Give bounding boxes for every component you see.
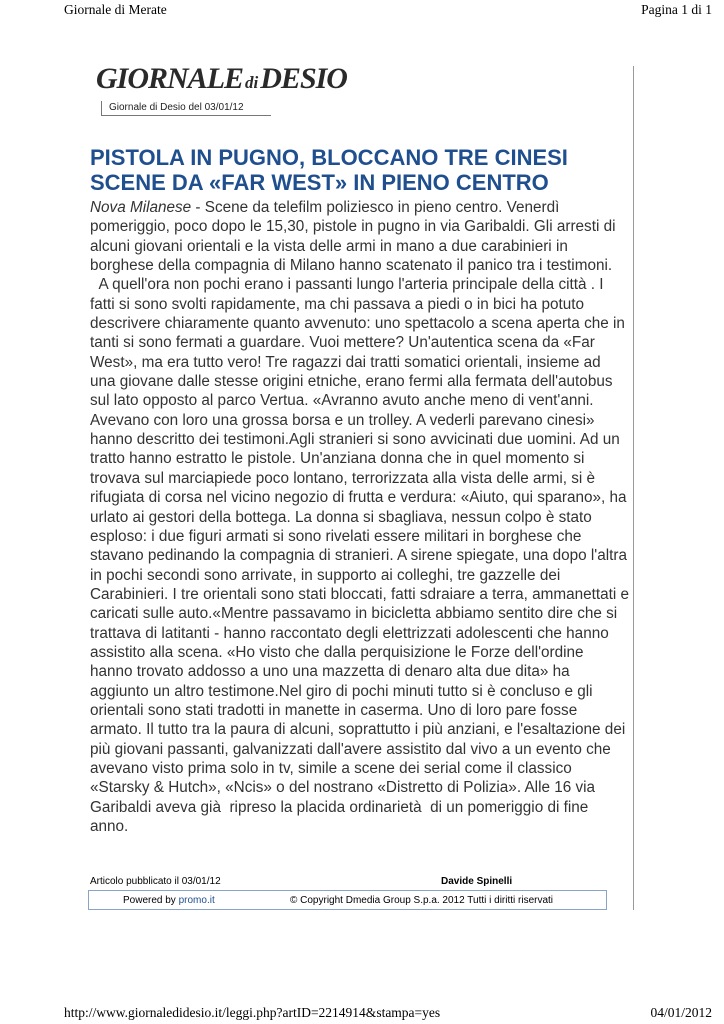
- vertical-divider: [633, 66, 634, 910]
- print-footer-date: 04/01/2012: [650, 1005, 712, 1020]
- article-body: [90, 198, 634, 836]
- article-headline: [90, 145, 630, 195]
- logo-word-giornale: GIORNALE: [96, 62, 244, 95]
- article-paragraph-1: [90, 198, 630, 275]
- article-paragraph-2: A quell'ora non pochi erano i passanti lungo l'arteria principale della città . I fatti si sono svolti rapidamente, ma chi passava a piedi o in bici ha potuto descrivere chiaramente quanto avvenuto: uno spettacolo a scena aperta che in tanti si sono fermati a guardare. Vuoi mettere? Un'autentica scena da «Far West», ma era tutto vero! Tre ragazzi dai tratti somatici orientali, insieme ad una giovane dalle stesse origini etniche, erano fermi alla fermata dell'autobus sul lato opposto al parco Vertua. «Avranno avuto anche meno di vent'anni. Avevano con loro una grossa borsa e un trolley. A vederli parevano cinesi» hanno descritto dei testimoni.Agli stranieri si sono avvicinati due uomini. Ad un tratto hanno estratto le pistole. Un'anziana donna che in quel momento si trovava sul marciapiede poco lontano, terrorizzata alla vista delle armi, si è rifugiata di corsa nel vicino negozio di frutta e verdura: «Aiuto, qui sparano», ha urlato ai gestori della bottega. La donna si sbagliava, nessun colpo è stato esploso: i due figuri armati si sono rivelati essere militari in borghese che stavano pedinando la compagnia di stranieri. A sirene spiegate, una dopo l'altra in pochi secondi sono arrivate, in supporto ai colleghi, tre gazzelle dei Carabinieri. I tre orientali sono stati bloccati, fatti sdraiare a terra, ammanettati e caricati sulle auto.«Mentre passavamo in bicicletta abbiamo sentito dire che si trattava di latitanti - hanno raccontato degli elettrizzati adolescenti che hanno assistito alla scena. «Ho visto che dalla perquisizione le Forze dell'ordine hanno trovato addosso a uno una mazzetta di denaro alta due dita» ha aggiunto un altro testimone.Nel giro di pochi minuti tutto si è concluso e gli orientali sono stati tradotti in manette in caserma. Uno di loro pare fosse armato. Il tutto tra la paura di alcuni, soprattutto i più anziani, e l'esaltazione dei più giovani passanti, galvanizzati dall'avere assistito dal vivo a un evento che avevano visto prima solo in tv, simile a scene dei serial come il classico «Starsky & Hutch», «Ncis» o del nostrano «Distretto di Polizia». Alle 16 via Garibaldi aveva già ripreso la placida ordinarietà di un pomeriggio di fine anno.: [90, 276, 634, 835]
- masthead-logo: [96, 62, 366, 102]
- copyright-text: © Copyright Dmedia Group S.p.a. 2012 Tutti i diritti riservati: [290, 895, 554, 906]
- published-date: Articolo pubblicato il 03/01/12: [90, 876, 221, 887]
- headline-line-2: SCENE DA «FAR WEST» IN PIENO CENTRO: [90, 170, 549, 195]
- print-header-page: Pagina 1 di 1: [641, 2, 712, 17]
- masthead-caption: Giornale di Desio del 03/01/12: [101, 101, 271, 116]
- powered-by: [123, 895, 215, 906]
- headline-line-1: PISTOLA IN PUGNO, BLOCCANO TRE CINESI: [90, 145, 568, 170]
- footer-box: [88, 890, 607, 910]
- print-footer-url: http://www.giornaledidesio.it/leggi.php?artID=2214914&stampa=yes: [64, 1005, 441, 1020]
- logo-word-di: di: [245, 73, 259, 92]
- article-lead-text: - Scene da telefilm poliziesco in pieno centro. Venerdì pomeriggio, poco dopo le 15,30, pistole in pugno in via Garibaldi. Gli arresti di alcuni giovani orientali e la vista delle armi in mano a due carabinieri in borghese della compagnia di Milano hanno scatenato il panico tra i testimoni.: [90, 199, 616, 275]
- author-name: Davide Spinelli: [441, 876, 513, 887]
- print-header-site: Giornale di Merate: [64, 2, 167, 17]
- powered-by-link[interactable]: promo.it: [178, 895, 215, 906]
- logo-word-desio: DESIO: [260, 62, 347, 95]
- article-place: Nova Milanese: [90, 199, 192, 216]
- powered-by-label: Powered by: [123, 895, 179, 906]
